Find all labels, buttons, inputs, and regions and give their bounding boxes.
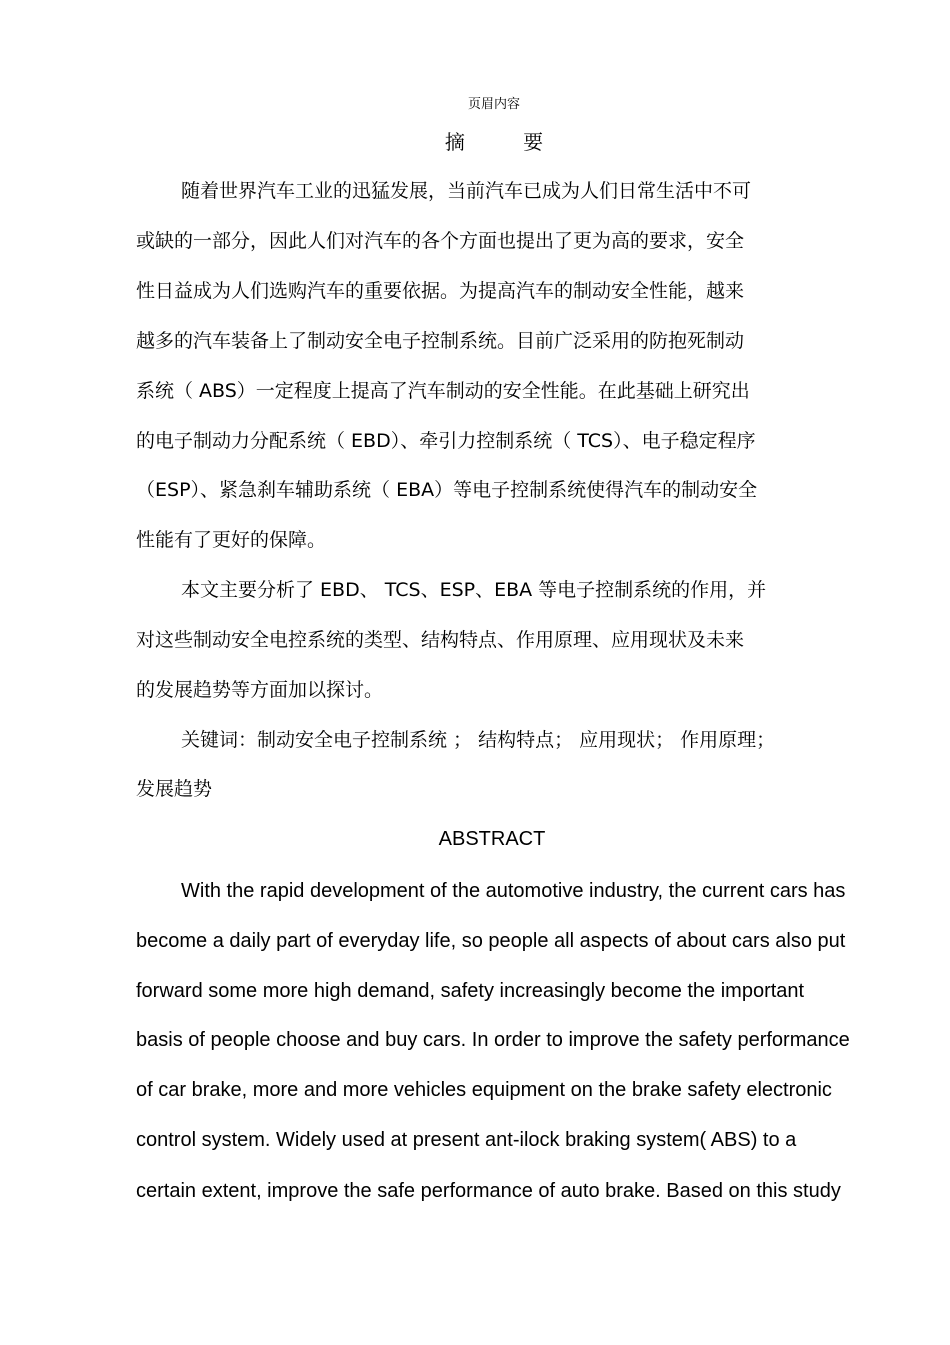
abstract-cn-line: （ESP）、紧急刹车辅助系统（ EBA）等电子控制系统使得汽车的制动安全 xyxy=(136,479,758,501)
abstract-cn-line: 性能有了更好的保障。 xyxy=(136,529,327,551)
abstract-cn-line: 或缺的一部分，因此人们对汽车的各个方面也提出了更为高的要求，安全 xyxy=(136,230,745,252)
abstract-cn-line: 性日益成为人们选购汽车的重要依据。为提高汽车的制动安全性能，越来 xyxy=(136,280,745,302)
abstract-en-line: certain extent, improve the safe performance of auto brake. Based on this study xyxy=(136,1180,841,1202)
abstract-en-line: of car brake, more and more vehicles equipment on the brake safety electronic xyxy=(136,1079,832,1101)
abstract-cn-line: 系统（ ABS）一定程度上提高了汽车制动的安全性能。在此基础上研究出 xyxy=(136,380,750,402)
abstract-en-line: forward some more high demand, safety increasingly become the important xyxy=(136,980,805,1002)
abstract-cn-line: 本文主要分析了 EBD、 TCS、ESP、EBA 等电子控制系统的作用，并 xyxy=(181,579,767,601)
keywords-cn-line: 关键词：制动安全电子控制系统 ； 结构特点； 应用现状； 作用原理； xyxy=(181,729,776,751)
keywords-cn-line: 发展趋势 xyxy=(136,778,213,800)
abstract-en-line: basis of people choose and buy cars. In order to improve the safety performance xyxy=(136,1029,850,1051)
abstract-cn-line: 随着世界汽车工业的迅猛发展，当前汽车已成为人们日常生活中不可 xyxy=(181,180,752,202)
abstract-cn-line: 的发展趋势等方面加以探讨。 xyxy=(136,679,384,701)
abstract-cn-line: 对这些制动安全电控系统的类型、结构特点、作用原理、应用现状及未来 xyxy=(136,629,745,651)
abstract-en-title: ABSTRACT xyxy=(438,828,546,850)
abstract-en-line: With the rapid development of the automotive industry, the current cars has xyxy=(181,880,846,902)
abstract-cn-line: 的电子制动力分配系统（ EBD）、牵引力控制系统（ TCS）、电子稳定程序 xyxy=(136,430,756,452)
page-header: 页眉内容 xyxy=(467,97,520,112)
abstract-en-line: control system. Widely used at present ant-ilock braking system( ABS) to a xyxy=(136,1129,797,1151)
abstract-en-line: become a daily part of everyday life, so people all aspects of about cars also put xyxy=(136,930,846,952)
abstract-cn-line: 越多的汽车装备上了制动安全电子控制系统。目前广泛采用的防抱死制动 xyxy=(136,330,745,352)
abstract-cn-title: 摘 要 xyxy=(444,130,570,154)
